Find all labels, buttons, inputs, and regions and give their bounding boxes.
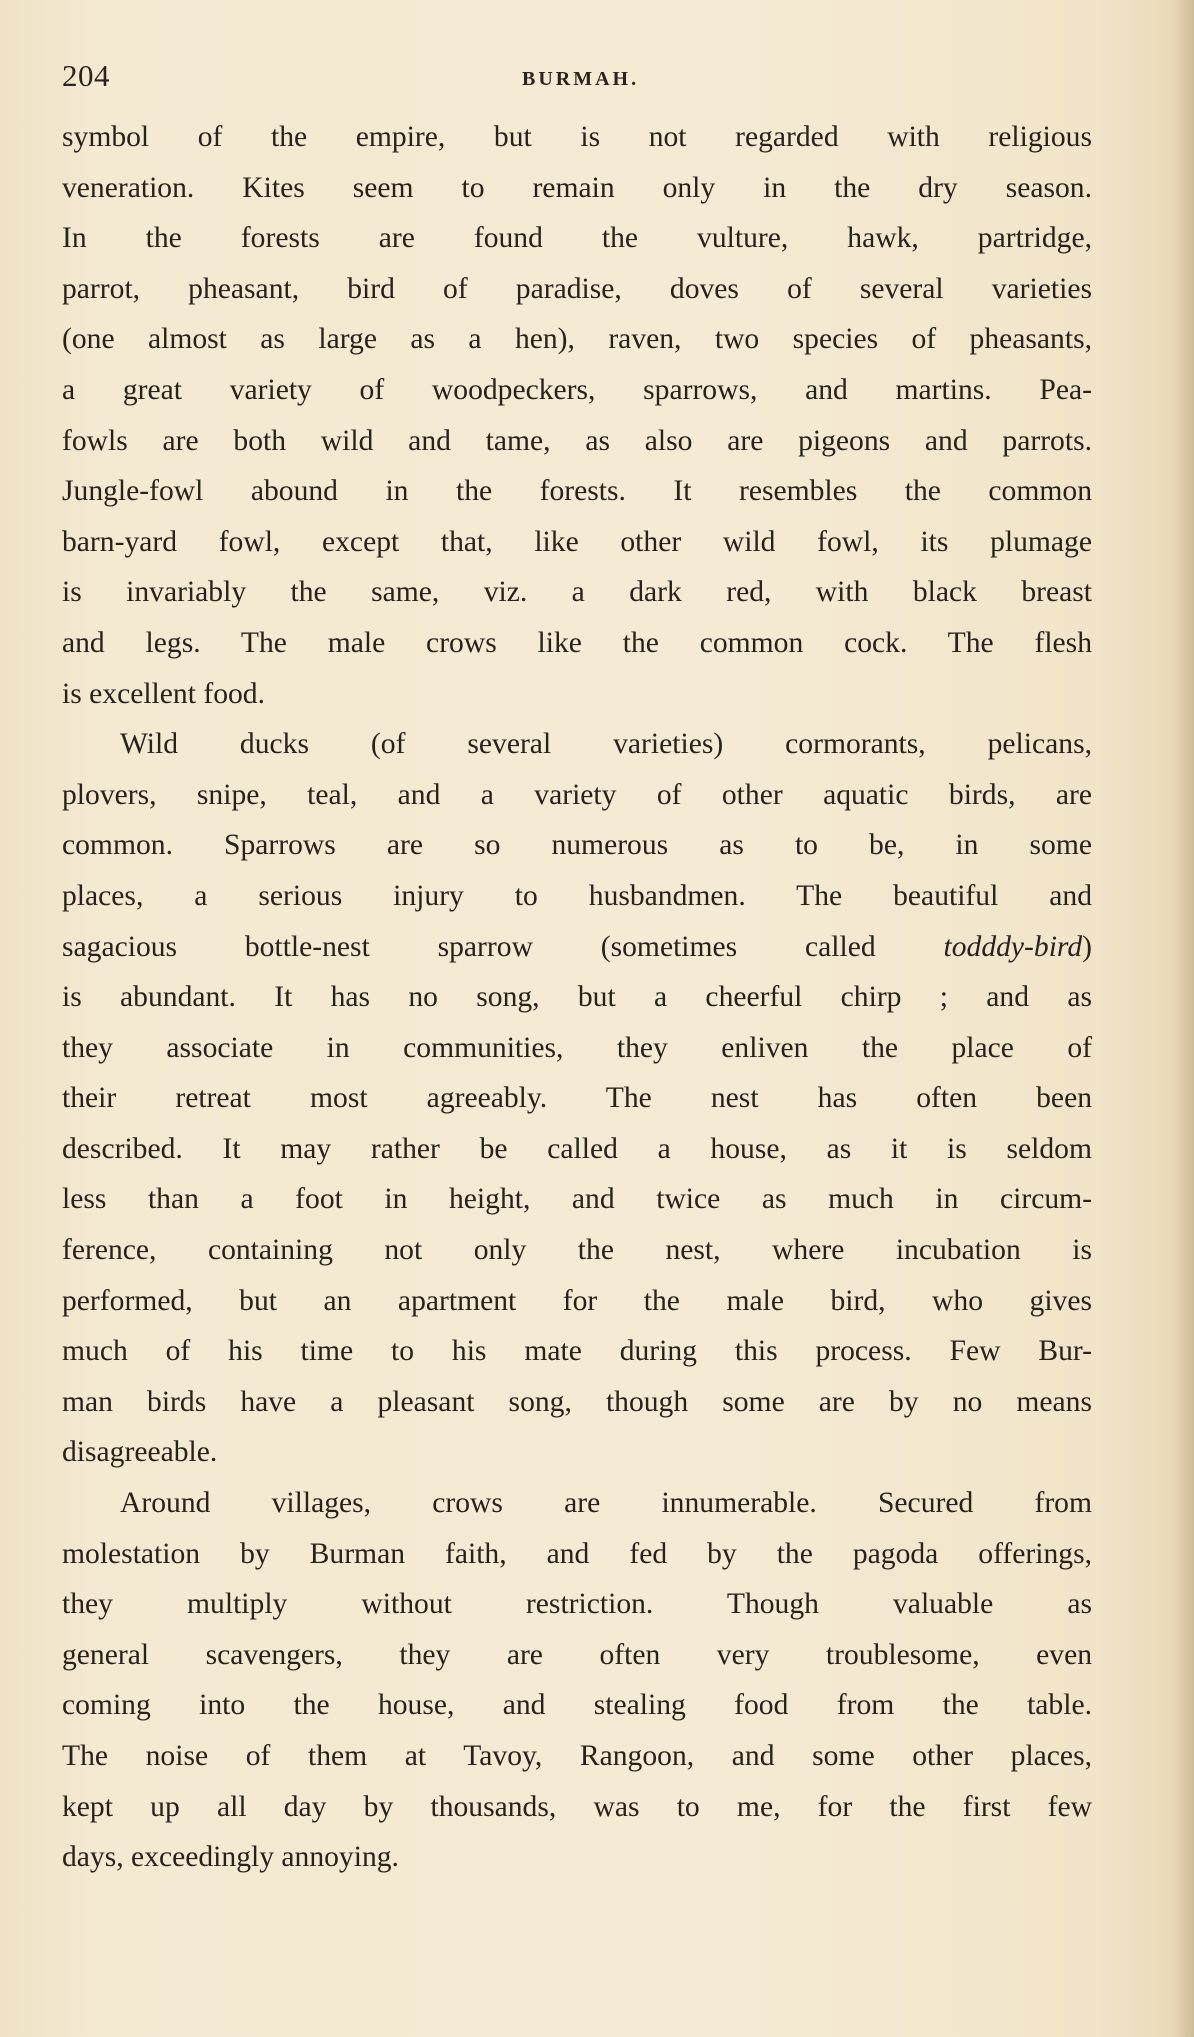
paragraph-2 [62,719,1092,1478]
text-line: their retreat most agreeably. The nest has often been [62,1082,1092,1115]
text-line: is excellent food. [62,677,265,710]
text-line: described. It may rather be called a house, as it is seldom [62,1132,1092,1165]
text-line: is invariably the same, viz. a dark red, with black breast [62,576,1092,609]
text-line: a great variety of woodpeckers, sparrows, and martins. Pea- [62,373,1092,406]
running-title: BURMAH. [522,68,640,90]
text-line: general scavengers, they are often very troublesome, even [62,1638,1092,1671]
italic-term: todddy-bird [943,930,1083,963]
text-line: symbol of the empire, but is not regarded with religious [62,121,1092,153]
text-line: Around villages, crows are innumerable. Secured from [120,1487,1092,1520]
body-text [62,112,1092,1883]
text-line: molestation by Burman faith, and fed by the pagoda offerings, [62,1537,1092,1570]
text-line: man birds have a pleasant song, though some are by no means [62,1385,1092,1418]
page-header [62,58,1092,102]
text-line: Wild ducks (of several varieties) cormorants, pelicans, [120,728,1092,761]
text-line: kept up all day by thousands, was to me, for the first few [62,1790,1092,1823]
text-line: fowls are both wild and tame, as also are pigeons and parrots. [62,424,1092,457]
text-line: Jungle-fowl abound in the forests. It resembles the common [62,475,1092,508]
paragraph-1 [62,112,1092,719]
text-line: parrot, pheasant, bird of paradise, doves of several varieties [62,272,1092,305]
text-line: The noise of them at Tavoy, Rangoon, and some other places, [62,1740,1092,1772]
text-segment: ) [1082,930,1092,963]
page-number: 204 [62,58,110,93]
text-line: veneration. Kites seem to remain only in the dry season. [62,171,1092,204]
text-line: barn-yard fowl, except that, like other wild fowl, its plumage [62,525,1092,558]
text-line: they multiply without restriction. Though valuable as [62,1588,1092,1621]
text-line-mixed [62,922,1092,973]
text-line: (one almost as large as a hen), raven, two species of pheasants, [62,323,1092,356]
text-line: In the forests are found the vulture, hawk, partridge, [62,222,1092,255]
text-line: places, a serious injury to husbandmen. The beautiful and [62,879,1092,912]
text-line: and legs. The male crows like the common cock. The flesh [62,626,1092,659]
text-line: coming into the house, and stealing food from the table. [62,1689,1092,1722]
text-line: days, exceedingly annoying. [62,1841,399,1874]
text-line: much of his time to his mate during this process. Few Bur- [62,1335,1092,1368]
text-line: plovers, snipe, teal, and a variety of other aquatic birds, are [62,778,1092,811]
text-segment: sagacious bottle-nest sparrow (sometimes called [62,930,944,963]
text-line: ference, containing not only the nest, where incubation is [62,1234,1092,1267]
text-line: common. Sparrows are so numerous as to be, in some [62,829,1092,862]
paragraph-3 [62,1478,1092,1883]
text-line: is abundant. It has no song, but a cheerful chirp ; and as [62,981,1092,1014]
text-line: less than a foot in height, and twice as much in circum- [62,1183,1092,1216]
text-line: performed, but an apartment for the male bird, who gives [62,1284,1092,1317]
text-line: disagreeable. [62,1436,218,1469]
text-line: they associate in communities, they enliven the place of [62,1031,1092,1064]
page-edge-shadow [1172,0,1194,2037]
